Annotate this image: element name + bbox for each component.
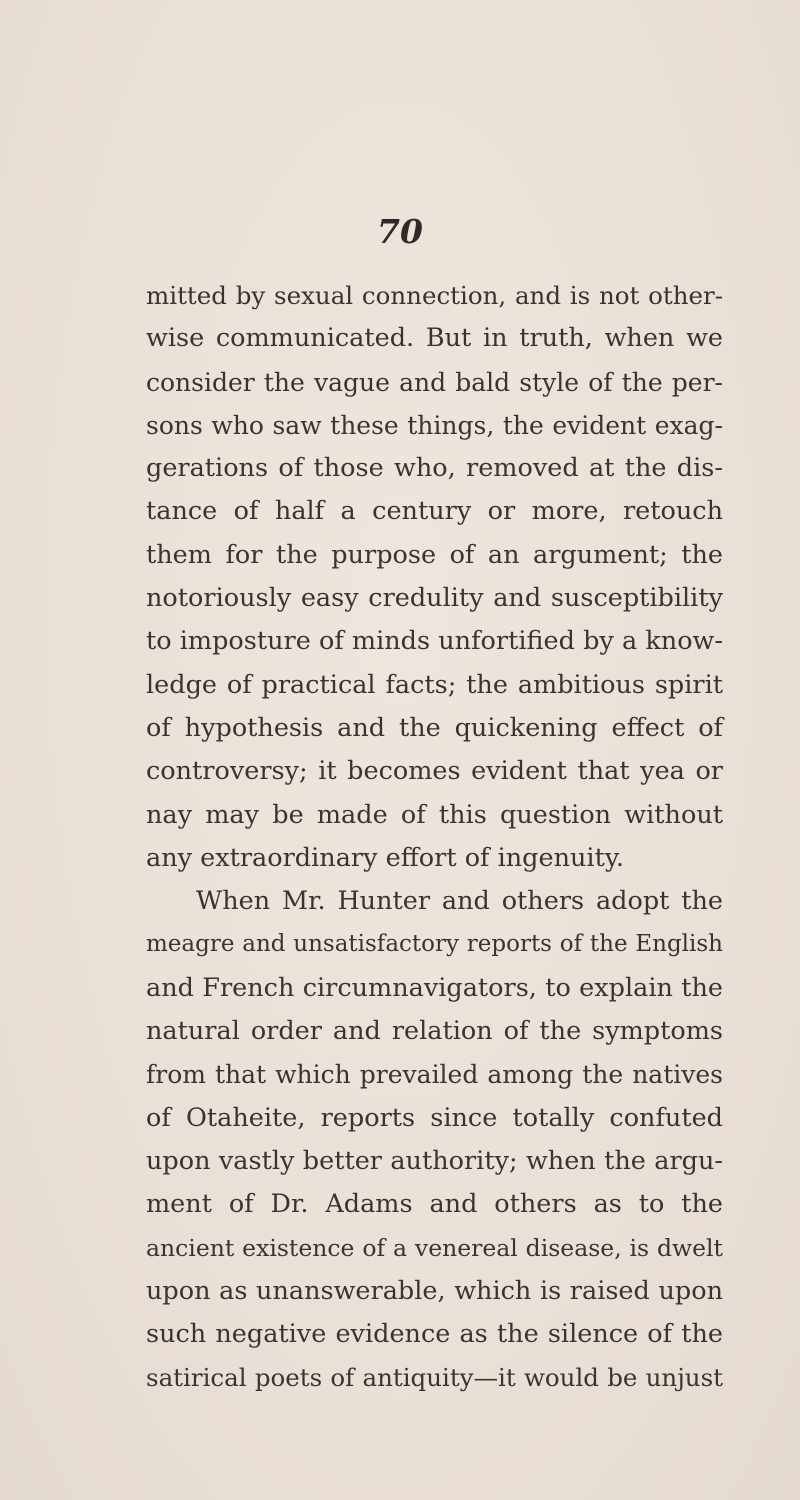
text-line: natural order and relation of the symptoms bbox=[146, 1016, 723, 1047]
text-line: mitted by sexual connection, and is not other- bbox=[146, 281, 723, 310]
text-line: such negative evidence as the silence of the bbox=[146, 1319, 723, 1350]
text-line: ancient existence of a venereal disease, is dwelt bbox=[146, 1233, 723, 1262]
text-line: and French circumnavigators, to explain the bbox=[146, 972, 723, 1003]
text-line: upon vastly better authority; when the argu- bbox=[146, 1145, 723, 1176]
text-line: them for the purpose of an argument; the bbox=[146, 539, 723, 570]
body-text bbox=[146, 274, 723, 1400]
text-line: consider the vague and bald style of the per- bbox=[146, 367, 723, 397]
text-line: meagre and unsatisfactory reports of the English bbox=[146, 931, 723, 958]
page-number: 70 bbox=[377, 212, 423, 251]
text-line: from that which prevailed among the natives bbox=[146, 1060, 723, 1090]
text-line: When Mr. Hunter and others adopt the bbox=[196, 886, 723, 917]
text-line: ledge of practical facts; the ambitious spirit bbox=[146, 669, 723, 700]
text-line: any extraordinary effort of ingenuity. bbox=[146, 842, 624, 873]
text-line: wise communicated. But in truth, when we bbox=[146, 323, 723, 354]
text-line: satirical poets of antiquity—it would be unjust bbox=[146, 1363, 723, 1393]
text-line: upon as unanswerable, which is raised upon bbox=[146, 1275, 723, 1306]
text-line: tance of half a century or more, retouch bbox=[146, 496, 723, 527]
text-line: controversy; it becomes evident that yea or bbox=[146, 756, 723, 787]
text-line: nay may be made of this question without bbox=[146, 799, 723, 830]
text-line: of hypothesis and the quickening effect of bbox=[146, 712, 723, 743]
text-line: notoriously easy credulity and susceptibility bbox=[146, 583, 723, 614]
text-line: ment of Dr. Adams and others as to the bbox=[146, 1189, 723, 1220]
text-line: sons who saw these things, the evident exag- bbox=[146, 410, 723, 440]
text-line: gerations of those who, removed at the dis- bbox=[146, 453, 723, 484]
text-line: to imposture of minds unfortified by a know- bbox=[146, 626, 723, 657]
text-line: of Otaheite, reports since totally confuted bbox=[146, 1102, 723, 1133]
